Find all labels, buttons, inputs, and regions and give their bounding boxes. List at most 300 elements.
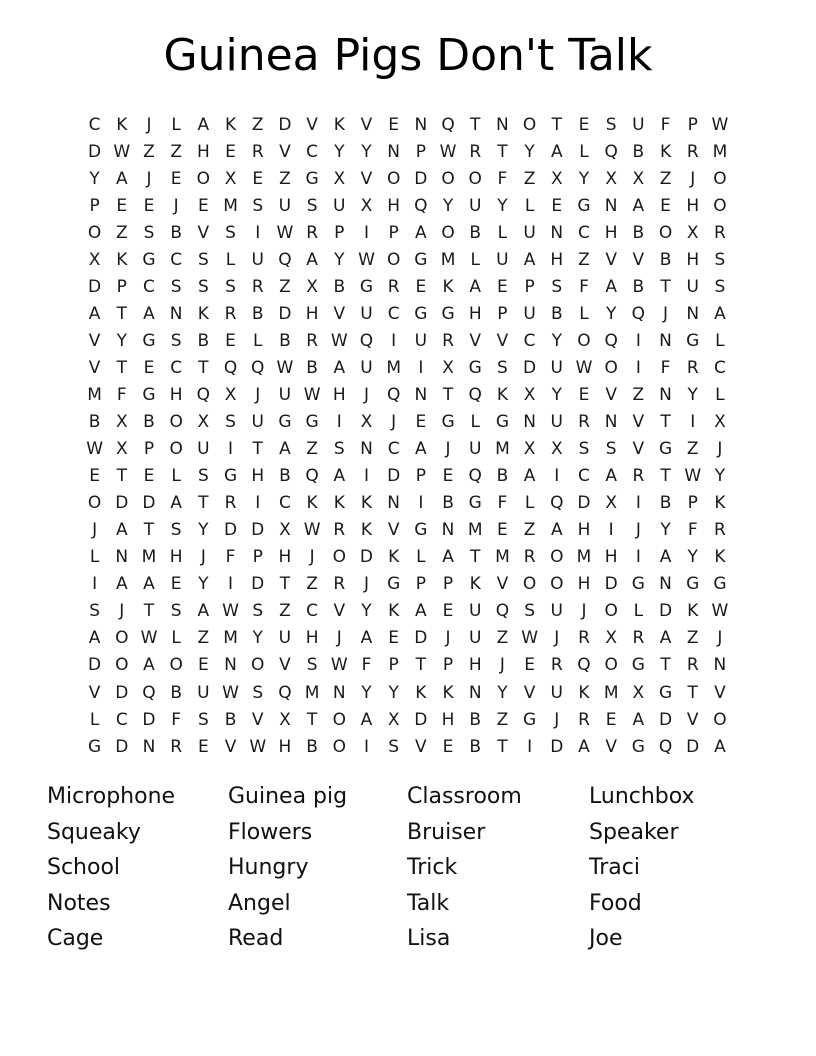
grid-letter-r10-c24: C: [713, 357, 726, 378]
grid-letter-r7-c15: A: [469, 276, 482, 297]
grid-letter-r17-c10: O: [332, 547, 346, 568]
grid-letter-r20-c10: J: [336, 628, 342, 649]
grid-letter-r18-c19: H: [577, 574, 591, 595]
grid-letter-r20-c13: D: [414, 628, 428, 649]
grid-letter-r24-c18: D: [550, 736, 564, 757]
grid-letter-r7-c13: E: [415, 276, 427, 297]
grid-letter-r2-c4: Z: [170, 141, 182, 162]
grid-letter-r16-c3: T: [143, 520, 155, 541]
grid-letter-r10-c21: I: [635, 357, 641, 378]
grid-letter-r18-c17: O: [522, 574, 537, 595]
grid-letter-r20-c4: L: [171, 628, 181, 649]
grid-letter-r15-c16: F: [497, 493, 508, 514]
grid-letter-r8-c10: V: [333, 303, 346, 324]
grid-letter-r24-c3: N: [142, 736, 156, 757]
grid-letter-r6-c24: S: [714, 249, 726, 270]
grid-letter-r15-c12: N: [387, 493, 401, 514]
grid-letter-r21-c9: S: [306, 655, 318, 676]
grid-letter-r17-c19: M: [576, 547, 592, 568]
grid-letter-r13-c2: X: [115, 439, 128, 460]
grid-letter-r2-c16: T: [497, 141, 508, 162]
grid-letter-r4-c19: G: [577, 195, 591, 216]
grid-letter-r9-c23: G: [686, 330, 700, 351]
grid-letter-r22-c15: N: [468, 682, 482, 703]
grid-letter-r13-c13: A: [415, 439, 427, 460]
grid-letter-r16-c11: K: [360, 520, 373, 541]
grid-letter-r2-c18: A: [550, 141, 563, 162]
grid-letter-r17-c1: L: [89, 547, 100, 568]
grid-letter-r21-c10: W: [330, 655, 348, 676]
grid-letter-r5-c7: I: [255, 222, 261, 243]
grid-letter-r18-c15: K: [469, 574, 481, 595]
grid-letter-r14-c6: G: [223, 466, 238, 487]
grid-letter-r15-c22: B: [659, 493, 672, 514]
grid-letter-r2-c23: R: [686, 141, 699, 162]
grid-letter-r16-c9: W: [303, 520, 321, 541]
grid-letter-r9-c7: L: [252, 330, 263, 351]
grid-letter-r21-c3: A: [143, 655, 155, 676]
grid-letter-r22-c2: D: [115, 682, 129, 703]
grid-letter-r22-c8: Q: [278, 682, 292, 703]
grid-letter-r14-c9: Q: [305, 466, 319, 487]
grid-letter-r23-c6: B: [224, 709, 237, 730]
grid-letter-r24-c24: A: [714, 736, 726, 757]
grid-letter-r13-c9: Z: [306, 439, 318, 460]
grid-letter-r1-c9: V: [306, 114, 318, 135]
grid-letter-r16-c12: V: [387, 520, 400, 541]
grid-letter-r2-c2: W: [113, 141, 131, 162]
grid-letter-r21-c20: O: [604, 655, 618, 676]
grid-letter-r17-c20: H: [604, 547, 618, 568]
grid-letter-r6-c18: H: [550, 249, 564, 270]
grid-letter-r21-c16: J: [499, 655, 505, 676]
grid-letter-r12-c10: I: [336, 412, 342, 433]
grid-letter-r1-c21: U: [632, 114, 645, 135]
grid-letter-r11-c17: X: [523, 384, 536, 405]
puzzle-title: Guinea Pigs Don't Talk: [163, 30, 653, 81]
grid-letter-r2-c12: N: [387, 141, 401, 162]
grid-letter-r16-c6: D: [223, 520, 238, 541]
grid-letter-r13-c20: S: [605, 439, 617, 460]
grid-letter-r7-c7: R: [251, 276, 264, 297]
grid-letter-r14-c23: W: [684, 466, 702, 487]
grid-letter-r2-c9: C: [306, 141, 319, 162]
grid-letter-r18-c21: G: [631, 574, 645, 595]
grid-letter-r11-c21: Z: [632, 384, 645, 405]
grid-letter-r14-c1: E: [89, 466, 100, 487]
grid-letter-r24-c15: B: [469, 736, 482, 757]
word-list-item: Talk: [407, 890, 450, 916]
grid-letter-r12-c17: N: [523, 412, 536, 433]
grid-letter-r2-c14: W: [439, 141, 457, 162]
grid-letter-r19-c17: S: [524, 601, 535, 622]
grid-letter-r9-c12: I: [391, 330, 397, 351]
grid-letter-r1-c18: T: [551, 114, 562, 135]
grid-letter-r22-c22: G: [658, 682, 673, 703]
grid-letter-r3-c16: F: [497, 168, 508, 189]
grid-letter-r24-c5: E: [197, 736, 209, 757]
grid-letter-r8-c11: U: [360, 303, 373, 324]
grid-letter-r19-c14: E: [442, 601, 454, 622]
grid-letter-r5-c19: C: [578, 222, 590, 243]
word-list-column-1: [47, 779, 175, 957]
word-list-item: Lunchbox: [589, 784, 695, 809]
grid-letter-r9-c9: R: [306, 330, 318, 351]
grid-letter-r14-c22: T: [660, 466, 671, 487]
grid-letter-r10-c19: W: [575, 357, 593, 378]
grid-letter-r3-c19: Y: [578, 168, 590, 189]
grid-letter-r15-c2: D: [115, 493, 129, 514]
grid-letter-r11-c23: Y: [687, 384, 698, 405]
grid-letter-r24-c6: V: [224, 736, 237, 757]
grid-letter-r18-c3: A: [143, 574, 155, 595]
grid-letter-r2-c10: Y: [334, 141, 345, 162]
word-search-letter-grid: [81, 111, 734, 760]
grid-letter-r16-c1: J: [92, 520, 98, 541]
grid-letter-r5-c10: P: [334, 222, 345, 243]
grid-letter-r17-c22: A: [659, 547, 672, 568]
grid-letter-r23-c4: F: [171, 709, 182, 730]
word-list-item: Angel: [228, 890, 291, 916]
grid-letter-r18-c4: E: [170, 574, 182, 595]
grid-letter-r17-c18: O: [550, 547, 564, 568]
grid-letter-r14-c4: L: [171, 466, 181, 487]
grid-letter-r17-c12: K: [388, 547, 400, 568]
grid-letter-r15-c4: A: [170, 493, 182, 514]
grid-letter-r4-c5: E: [197, 195, 209, 216]
grid-letter-r20-c12: E: [388, 628, 400, 649]
grid-letter-r8-c4: N: [169, 303, 183, 324]
grid-letter-r10-c14: X: [442, 357, 454, 378]
grid-letter-r3-c3: J: [146, 168, 152, 189]
grid-letter-r5-c22: O: [658, 222, 673, 243]
grid-letter-r1-c24: W: [711, 114, 729, 135]
grid-letter-r6-c23: H: [686, 249, 700, 270]
grid-letter-r12-c14: G: [441, 412, 455, 433]
grid-letter-r12-c7: U: [251, 412, 264, 433]
grid-letter-r2-c15: R: [469, 141, 482, 162]
grid-letter-r7-c4: S: [170, 276, 182, 297]
grid-letter-r16-c17: Z: [523, 520, 536, 541]
grid-letter-r12-c11: X: [360, 412, 373, 433]
grid-letter-r23-c14: H: [441, 709, 455, 730]
grid-letter-r8-c17: U: [523, 303, 536, 324]
grid-letter-r23-c8: X: [279, 709, 291, 730]
grid-letter-r17-c21: I: [635, 547, 641, 568]
grid-letter-r4-c9: S: [306, 195, 318, 216]
grid-letter-r5-c16: L: [497, 222, 508, 243]
grid-letter-r21-c12: P: [388, 655, 399, 676]
grid-letter-r17-c24: K: [714, 547, 726, 568]
grid-letter-r3-c21: X: [632, 168, 645, 189]
word-list-item: Joe: [589, 926, 623, 952]
grid-letter-r18-c13: P: [415, 574, 426, 595]
grid-letter-r14-c16: B: [496, 466, 509, 487]
grid-letter-r10-c18: U: [550, 357, 563, 378]
grid-letter-r11-c6: X: [224, 384, 237, 405]
grid-letter-r8-c23: N: [686, 303, 700, 324]
grid-letter-r5-c8: W: [276, 222, 294, 243]
grid-letter-r16-c18: A: [550, 520, 563, 541]
grid-letter-r16-c19: H: [577, 520, 591, 541]
grid-letter-r24-c19: A: [578, 736, 590, 757]
grid-letter-r1-c3: J: [146, 114, 152, 135]
grid-letter-r5-c5: V: [197, 222, 210, 243]
grid-letter-r1-c7: Z: [251, 114, 264, 135]
grid-letter-r8-c24: A: [714, 303, 726, 324]
grid-letter-r11-c24: L: [715, 384, 725, 405]
grid-letter-r7-c1: D: [88, 276, 102, 297]
grid-letter-r15-c10: K: [333, 493, 345, 514]
grid-letter-r22-c17: V: [523, 682, 536, 703]
grid-letter-r8-c20: Y: [605, 303, 617, 324]
grid-letter-r12-c4: O: [169, 412, 183, 433]
grid-letter-r4-c17: L: [524, 195, 535, 216]
grid-letter-r9-c20: Q: [604, 330, 618, 351]
grid-letter-r9-c4: S: [170, 330, 182, 351]
grid-letter-r23-c12: X: [387, 709, 400, 730]
grid-letter-r3-c24: O: [713, 168, 727, 189]
grid-letter-r7-c2: P: [116, 276, 127, 297]
grid-letter-r18-c1: I: [92, 574, 98, 595]
grid-letter-r2-c17: Y: [524, 141, 535, 162]
grid-letter-r12-c3: B: [143, 412, 155, 433]
grid-letter-r23-c15: B: [469, 709, 482, 730]
grid-letter-r21-c18: R: [550, 655, 563, 676]
grid-letter-r8-c13: G: [414, 303, 428, 324]
grid-letter-r18-c2: A: [115, 574, 128, 595]
grid-letter-r15-c20: X: [605, 493, 617, 514]
grid-letter-r11-c11: J: [363, 384, 369, 405]
grid-letter-r17-c8: H: [278, 547, 292, 568]
grid-letter-r1-c19: E: [578, 114, 590, 135]
grid-letter-r21-c15: H: [468, 655, 482, 676]
grid-letter-r14-c20: A: [605, 466, 617, 487]
grid-letter-r14-c17: A: [523, 466, 536, 487]
grid-letter-r15-c9: K: [306, 493, 318, 514]
grid-letter-r11-c22: N: [659, 384, 672, 405]
word-list-item: Trick: [407, 855, 458, 881]
grid-letter-r9-c10: W: [330, 330, 348, 351]
grid-letter-r13-c24: J: [717, 439, 723, 460]
grid-letter-r15-c8: C: [278, 493, 291, 514]
grid-letter-r6-c2: K: [116, 249, 128, 270]
grid-letter-r4-c21: A: [632, 195, 645, 216]
grid-letter-r15-c6: R: [224, 493, 237, 514]
grid-letter-r1-c2: K: [116, 114, 128, 135]
grid-letter-r16-c21: J: [635, 520, 641, 541]
grid-letter-r2-c5: H: [196, 141, 210, 162]
grid-letter-r19-c1: S: [89, 601, 100, 622]
grid-letter-r5-c18: N: [550, 222, 564, 243]
grid-letter-r21-c17: E: [524, 655, 535, 676]
word-list-column-2: [228, 779, 347, 957]
grid-letter-r21-c21: G: [631, 655, 645, 676]
word-list-item: Food: [589, 890, 642, 916]
grid-letter-r8-c21: Q: [631, 303, 646, 324]
grid-letter-r17-c17: R: [523, 547, 536, 568]
grid-letter-r21-c4: O: [169, 655, 183, 676]
grid-letter-r10-c8: W: [276, 357, 294, 378]
grid-letter-r20-c8: U: [278, 628, 292, 649]
grid-letter-r4-c11: X: [360, 195, 373, 216]
grid-letter-r3-c23: J: [690, 168, 696, 189]
grid-letter-r19-c23: K: [687, 601, 699, 622]
grid-letter-r9-c18: Y: [551, 330, 562, 351]
grid-letter-r24-c20: V: [605, 736, 617, 757]
grid-letter-r14-c14: E: [442, 466, 454, 487]
grid-letter-r7-c9: X: [306, 276, 318, 297]
grid-letter-r4-c23: H: [686, 195, 700, 216]
grid-letter-r20-c7: Y: [252, 628, 263, 649]
grid-letter-r14-c21: R: [632, 466, 645, 487]
grid-letter-r6-c11: W: [358, 249, 375, 270]
grid-letter-r13-c18: X: [550, 439, 563, 460]
grid-letter-r8-c6: R: [224, 303, 237, 324]
grid-letter-r22-c5: U: [197, 682, 210, 703]
grid-letter-r12-c1: B: [88, 412, 101, 433]
grid-letter-r4-c3: E: [143, 195, 155, 216]
grid-letter-r1-c6: K: [224, 114, 237, 135]
grid-letter-r11-c18: Y: [551, 384, 562, 405]
grid-letter-r22-c19: K: [578, 682, 590, 703]
grid-letter-r23-c1: L: [89, 709, 100, 730]
grid-letter-r22-c9: M: [304, 682, 320, 703]
grid-letter-r5-c17: U: [523, 222, 536, 243]
grid-letter-r8-c8: D: [278, 303, 292, 324]
grid-letter-r9-c11: Q: [359, 330, 374, 351]
grid-letter-r20-c23: Z: [686, 628, 699, 649]
grid-letter-r17-c4: H: [169, 547, 183, 568]
grid-letter-r10-c12: M: [386, 357, 401, 378]
grid-letter-r22-c3: Q: [142, 682, 156, 703]
word-list-item: Cage: [47, 926, 104, 952]
grid-letter-r13-c21: V: [632, 439, 645, 460]
grid-letter-r19-c21: L: [633, 601, 644, 622]
grid-letter-r12-c5: X: [197, 412, 210, 433]
grid-letter-r3-c9: G: [305, 168, 319, 189]
grid-letter-r17-c3: M: [141, 547, 157, 568]
grid-letter-r11-c7: J: [255, 384, 261, 405]
grid-letter-r4-c4: J: [173, 195, 179, 216]
grid-letter-r15-c24: K: [714, 493, 726, 514]
grid-letter-r13-c7: T: [252, 439, 263, 460]
grid-letter-r20-c16: Z: [496, 628, 509, 649]
grid-letter-r3-c1: Y: [89, 168, 100, 189]
grid-letter-r20-c5: Z: [197, 628, 210, 649]
grid-letter-r10-c7: Q: [251, 357, 265, 378]
grid-letter-r10-c13: I: [418, 357, 424, 378]
grid-letter-r14-c2: T: [116, 466, 127, 487]
grid-letter-r21-c24: N: [713, 655, 727, 676]
grid-letter-r10-c10: A: [333, 357, 346, 378]
grid-letter-r8-c7: B: [251, 303, 264, 324]
grid-letter-r9-c15: V: [469, 330, 482, 351]
grid-letter-r4-c18: E: [551, 195, 563, 216]
grid-letter-r9-c17: C: [523, 330, 536, 351]
grid-letter-r24-c10: O: [332, 736, 346, 757]
grid-letter-r6-c4: C: [170, 249, 183, 270]
grid-letter-r21-c19: Q: [577, 655, 591, 676]
grid-letter-r7-c3: C: [143, 276, 155, 297]
grid-letter-r17-c9: J: [309, 547, 315, 568]
grid-letter-r22-c24: V: [714, 682, 726, 703]
grid-letter-r8-c2: T: [116, 303, 127, 324]
grid-letter-r4-c1: P: [89, 195, 100, 216]
grid-letter-r1-c13: N: [414, 114, 428, 135]
word-list: [0, 779, 816, 969]
grid-letter-r4-c24: O: [713, 195, 727, 216]
grid-letter-r20-c20: X: [605, 628, 617, 649]
grid-letter-r3-c4: E: [170, 168, 182, 189]
grid-letter-r22-c11: Y: [361, 682, 372, 703]
grid-letter-r20-c17: W: [521, 628, 538, 649]
grid-letter-r18-c14: P: [442, 574, 454, 595]
grid-letter-r12-c19: R: [578, 412, 590, 433]
grid-letter-r23-c13: D: [414, 709, 428, 730]
grid-letter-r13-c8: A: [279, 439, 291, 460]
grid-letter-r2-c24: M: [712, 141, 728, 162]
grid-letter-r7-c16: E: [497, 276, 508, 297]
grid-letter-r4-c8: U: [278, 195, 292, 216]
grid-letter-r13-c22: G: [658, 439, 673, 460]
grid-letter-r18-c11: J: [363, 574, 369, 595]
grid-letter-r7-c21: B: [632, 276, 645, 297]
grid-letter-r11-c12: Q: [386, 384, 401, 405]
grid-letter-r22-c7: S: [252, 682, 264, 703]
grid-letter-r23-c21: A: [632, 709, 645, 730]
grid-letter-r15-c18: Q: [550, 493, 564, 514]
word-list-item: Squeaky: [47, 819, 141, 845]
grid-letter-r12-c16: G: [495, 412, 509, 433]
grid-letter-r1-c10: K: [333, 114, 345, 135]
grid-letter-r9-c6: E: [225, 330, 236, 351]
grid-letter-r22-c16: Y: [497, 682, 508, 703]
grid-letter-r21-c5: E: [197, 655, 209, 676]
grid-letter-r17-c23: Y: [687, 547, 698, 568]
grid-letter-r7-c17: P: [524, 276, 535, 297]
grid-letter-r23-c17: G: [523, 709, 537, 730]
grid-letter-r19-c15: U: [468, 601, 482, 622]
grid-letter-r20-c6: M: [223, 628, 238, 649]
grid-letter-r24-c8: H: [278, 736, 292, 757]
grid-letter-r1-c4: L: [171, 114, 181, 135]
grid-letter-r19-c22: D: [658, 601, 673, 622]
grid-letter-r13-c4: O: [169, 439, 183, 460]
grid-letter-r16-c13: G: [414, 520, 428, 541]
grid-letter-r9-c1: V: [88, 330, 101, 351]
grid-letter-r17-c14: A: [442, 547, 454, 568]
grid-letter-r12-c15: L: [470, 412, 480, 433]
grid-letter-r21-c14: P: [442, 655, 454, 676]
grid-letter-r2-c13: P: [415, 141, 426, 162]
grid-letter-r11-c20: V: [605, 384, 617, 405]
grid-letter-r5-c6: S: [225, 222, 236, 243]
grid-letter-r4-c12: H: [387, 195, 401, 216]
grid-letter-r5-c11: I: [363, 222, 369, 243]
grid-letter-r24-c4: R: [170, 736, 183, 757]
grid-letter-r20-c15: U: [468, 628, 482, 649]
grid-letter-r13-c19: S: [578, 439, 590, 460]
grid-letter-r19-c13: A: [415, 601, 427, 622]
grid-letter-r5-c2: Z: [115, 222, 128, 243]
grid-letter-r5-c23: X: [686, 222, 699, 243]
grid-letter-r17-c13: L: [416, 547, 426, 568]
grid-letter-r24-c14: E: [442, 736, 454, 757]
grid-letter-r4-c20: N: [604, 195, 618, 216]
grid-letter-r15-c15: G: [468, 493, 482, 514]
word-list-item: Lisa: [407, 926, 451, 952]
